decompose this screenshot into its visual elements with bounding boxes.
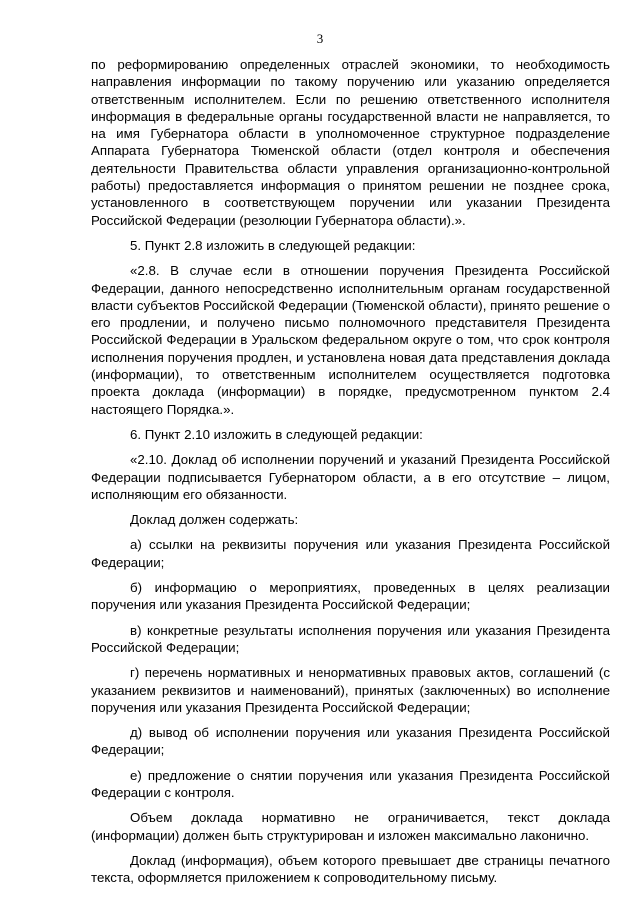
paragraph-item-6: 6. Пункт 2.10 изложить в следующей редакции: [130, 426, 423, 442]
paragraph-report-contents: Доклад должен содержать: [130, 512, 299, 528]
paragraph-clause-2-10: «2.10. Доклад об исполнении поручений и указаний Президента Российской Федерации подписывается Губернатором области, а в его отсутствие – лицом, исполняющим его обязанности. [91, 452, 610, 502]
paragraph-continuation: по реформированию определенных отраслей экономики, то необходимость направления информации по такому поручению или указанию определяется ответственным исполнителем. Если по решению ответственного исполнителя информация в федеральные органы государственной власти не направляется, то на имя Губернатора области в уполномоченное структурное подразделение Аппарата Губернатора Тюменской области (отдел контроля и обеспечения деятельности Правительства области управления организационно-контрольной работы) предоставляется информация о принятом решении не позднее срока, установленного в соответствующем поручении или указании Президента Российской Федерации (резолюции Губернатора области).». [91, 57, 610, 228]
list-item-a: а) ссылки на реквизиты поручения или указания Президента Российской Федерации; [91, 537, 610, 570]
list-item-e: е) предложение о снятии поручения или указания Президента Российской Федерации с контроля. [91, 767, 610, 800]
paragraph-clause-2-8: «2.8. В случае если в отношении поручения Президента Российской Федерации, данного непосредственно исполнительным органам государственной власти субъектов Российской Федерации (Тюменской области), принято решение о его продлении, и получено письмо полномочного представителя Президента Российской Федерации в Уральском федеральном округе о том, что срок контроля исполнения поручения продлен, и установлена новая дата представления доклада (информации), то ответственным исполнителем осуществляется подготовка проекта доклада (информации) в порядке, предусмотренном пунктом 2.4 настоящего Порядка.». [91, 263, 610, 417]
paragraph-item-5: 5. Пункт 2.8 изложить в следующей редакции: [130, 237, 416, 253]
list-item-v: в) конкретные результаты исполнения поручения или указания Президента Российской Федерации; [91, 622, 610, 655]
page-number: 3 [316, 31, 324, 46]
list-item-b: б) информацию о мероприятиях, проведенных в целях реализации поручения или указания Президента Российской Федерации; [91, 580, 610, 613]
list-item-g: г) перечень нормативных и ненормативных правовых актов, соглашений (с указанием реквизитов и наименований), принятых (заключенных) во исполнение поручения или указания Президента Российской Федерации; [91, 665, 610, 715]
paragraph-report-attachment: Доклад (информация), объем которого превышает две страницы печатного текста, оформляется приложением к сопроводительному письму. [91, 852, 610, 886]
paragraph-report-volume: Объем доклада нормативно не ограничивается, текст доклада (информации) должен быть структурирован и изложен максимально лаконично. [91, 810, 610, 843]
document-body [91, 56, 610, 894]
list-item-d: д) вывод об исполнении поручения или указания Президента Российской Федерации; [91, 725, 610, 758]
